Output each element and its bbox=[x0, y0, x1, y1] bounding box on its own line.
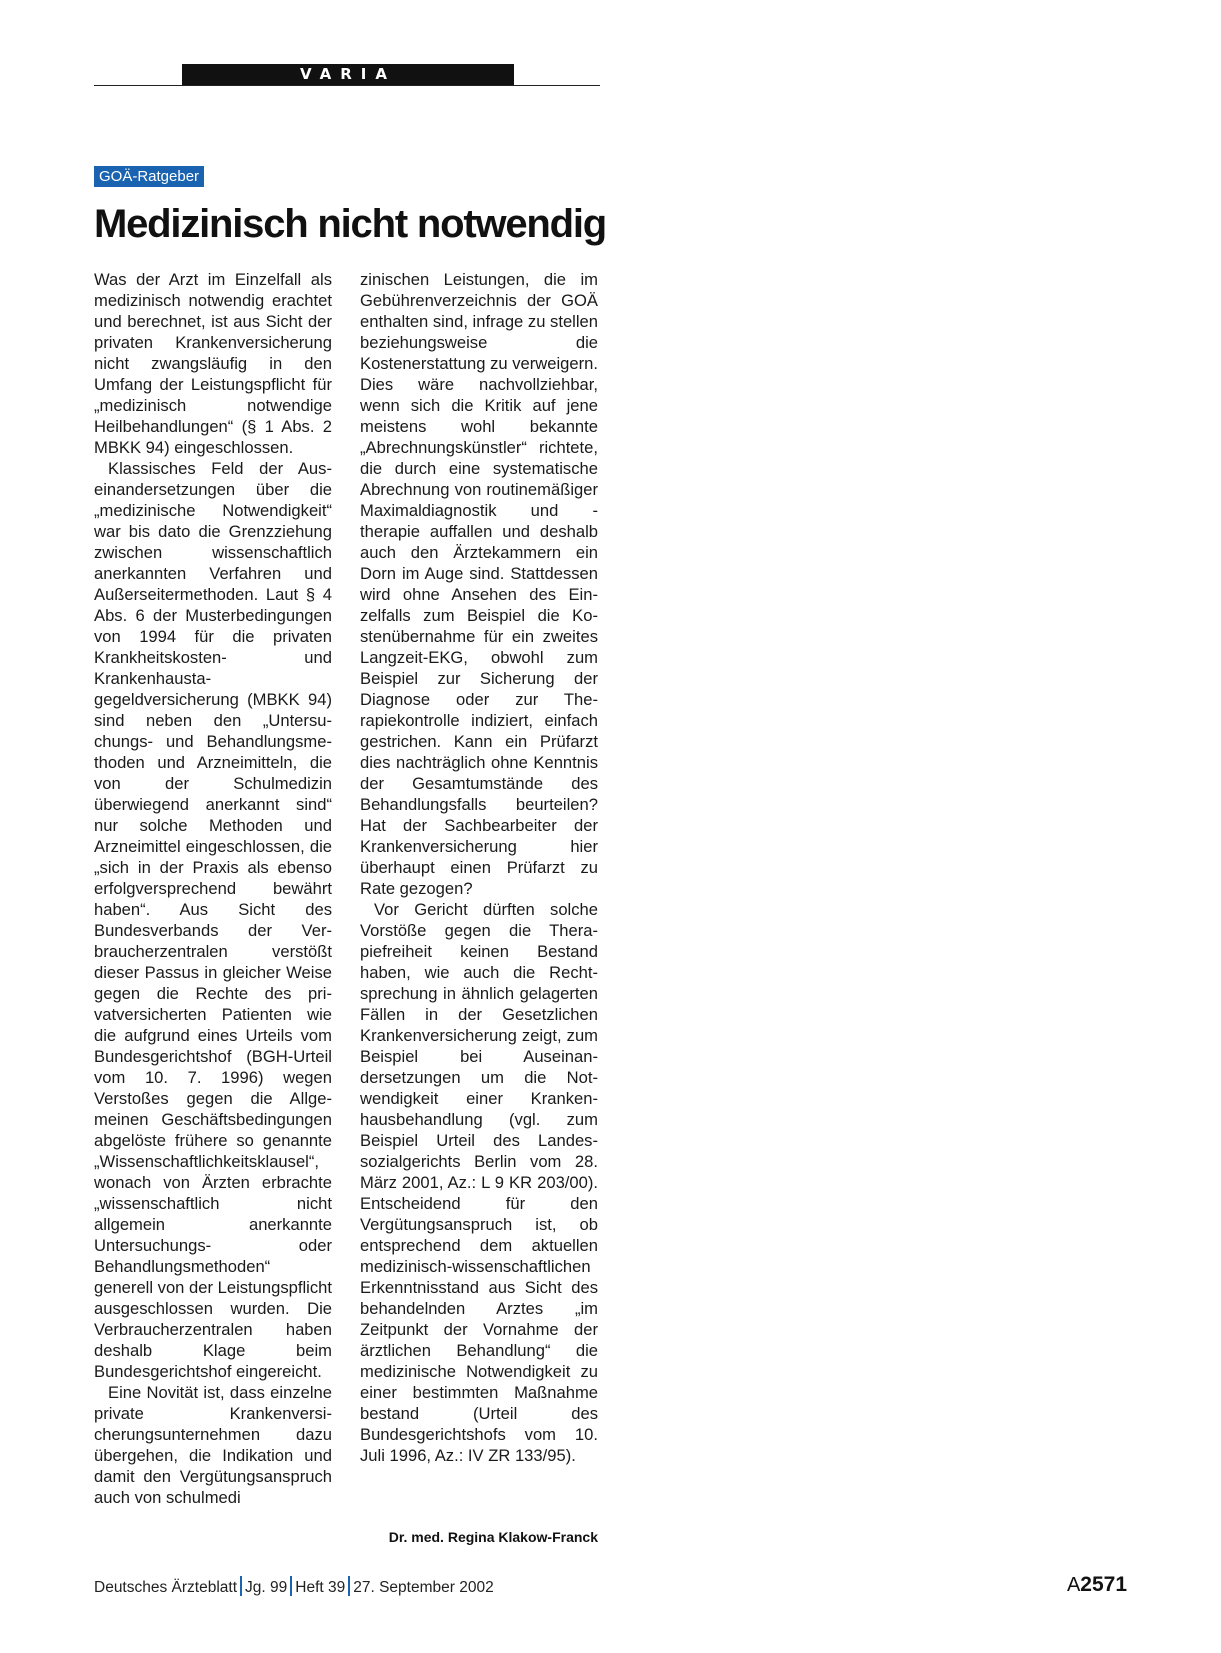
page-number bbox=[1067, 1570, 1127, 1602]
article-title: Medizinisch nicht notwendig bbox=[94, 202, 607, 246]
paragraph: Vor Gericht dürften solche Vorstöße gegen die Therapiefreiheit keinen Bestand haben, wie auch die Rechtsprechung in ähnlich gelagerten Fällen in der Gesetzlichen Krankenversicherung zeigt, zum Beispiel bei Auseinandersetzungen um die Notwendigkeit einer Krankenhausbehandlung (vgl. zum Beispiel Urteil des Landessozialgerichts Berlin vom 28. März 2001, Az.: L 9 KR 203/00). Entscheidend für den Vergütungsanspruch ist, ob entsprechend dem aktuellen medizinisch-wissenschaftlichen Erkenntnisstand aus Sicht des behandelnden Arztes „im Zeitpunkt der Vornahme der ärztlichen Behandlung“ die medizinische Notwendigkeit zu einer bestimmten Maßnahme bestand (Urteil des Bundesgerichtshofs vom 10. Juli 1996, Az.: IV ZR 133/95). bbox=[360, 900, 598, 1465]
issue: Heft 39 bbox=[295, 1579, 346, 1596]
footer bbox=[94, 1575, 494, 1601]
issue-date: 27. September 2002 bbox=[353, 1579, 494, 1596]
volume: Jg. 99 bbox=[245, 1579, 288, 1596]
header-rule bbox=[94, 85, 600, 86]
page-number-value: 2571 bbox=[1080, 1573, 1127, 1596]
paragraph: zinischen Leistungen, die im Gebührenverzeichnis der GOÄ enthalten sind, infrage zu stellen beziehungsweise die Kostenerstattung zu verweigern. Dies wäre nachvollziehbar, wenn sich die Kritik auf jene meistens wohl bekannte „Abrechnungskünstler“ richtete, die durch eine systematische Abrechnung von routinemäßiger Maximaldiagnostik und -therapie auffallen und deshalb auch den Ärztekammern ein Dorn im Auge sind. Stattdessen wird ohne Ansehen des Einzelfalls zum Beispiel die Kostenübernahme für ein zweites Langzeit-EKG, obwohl zum Beispiel zur Sicherung der Diagnose oder zur Therapiekontrolle indiziert, einfach gestrichen. Kann ein Prüfarzt dies nachträglich ohne Kenntnis der Gesamtumstände des Behandlungsfalls beurteilen? Hat der Sachbearbeiter der Krankenversicherung hier überhaupt einen Prüfarzt zu Rate gezogen? bbox=[360, 270, 599, 898]
article-column-left bbox=[94, 269, 332, 1508]
page-prefix: A bbox=[1066, 1574, 1081, 1596]
footer-separator bbox=[290, 1576, 292, 1596]
author-byline: Dr. med. Regina Klakow-Franck bbox=[388, 1529, 598, 1545]
paragraph: Was der Arzt im Einzelfall als medizinisch notwendig erachtet und berechnet, ist aus Sicht der privaten Krankenversicherung nicht zwangsläufig in den Umfang der Leistungspflicht für „medizinisch notwendige Heilbehandlungen“ (§ 1 Abs. 2 MBKK 94) eingeschlossen. bbox=[94, 270, 332, 457]
footer-separator bbox=[240, 1576, 242, 1596]
paragraph: Eine Novität ist, dass einzelne private Krankenversicherungsunternehmen dazu übergehen, die Indikation und damit den Vergütungsanspruch auch von schulmedi bbox=[94, 1383, 332, 1507]
section-bar: VARIA bbox=[182, 64, 514, 85]
paragraph: Klassisches Feld der Auseinandersetzungen über die „medizinische Notwendigkeit“ war bis dato die Grenzziehung zwischen wissenschaftlich anerkannten Verfahren und Außerseitermethoden. Laut § 4 Abs. 6 der Musterbedingungen von 1994 für die privaten Krankheitskosten- und Krankenhaustagegeldversicherung (MBKK 94) sind neben den „Untersuchungs- und Behandlungsmethoden und Arzneimitteln, die von der Schulmedizin überwiegend anerkannt sind“ nur solche Methoden und Arzneimittel eingeschlossen, die „sich in der Praxis als ebenso erfolgversprechend bewährt haben“. Aus Sicht des Bundesverbands der Verbraucherzentralen verstößt dieser Passus in gleicher Weise gegen die Rechte des privatversicherten Patienten wie die aufgrund eines Urteils vom Bundesgerichtshof (BGH-Urteil vom 10. 7. 1996) wegen Verstoßes gegen die Allgemeinen Geschäftsbedingungen abgelöste frühere so genannte „Wissenschaftlichkeitsklausel“, wonach von Ärzten erbrachte „wissenschaftlich nicht allgemein anerkannte Untersuchungs- oder Behandlungsmethoden“ generell von der Leistungspflicht ausgeschlossen wurden. Die Verbraucherzentralen haben deshalb Klage beim Bundesgerichtshof eingereicht. bbox=[94, 459, 332, 1381]
rubric-badge: GOÄ-Ratgeber bbox=[94, 166, 204, 187]
footer-separator bbox=[348, 1576, 350, 1596]
article-column-right bbox=[360, 269, 598, 1466]
journal-name: Deutsches Ärzteblatt bbox=[94, 1579, 238, 1596]
